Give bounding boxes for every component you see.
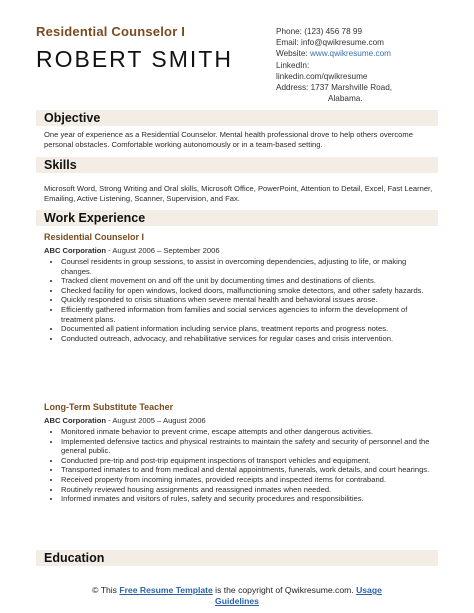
email: Email: info@qwikresume.com (276, 38, 384, 48)
footer-middle: is the copyright of Qwikresume.com. (212, 585, 357, 595)
resume-header (36, 22, 454, 102)
job-2-duties (48, 427, 434, 504)
website-line (276, 48, 426, 59)
free-resume-template-link[interactable]: Free Resume Template (119, 585, 213, 595)
list-item: • Counsel residents in group sessions, to assist in overcoming dependencies, adjusting to life, or making changes. (61, 257, 434, 276)
contact-block (276, 26, 426, 104)
job-2-company-line (44, 416, 206, 425)
website-link[interactable]: www.qwikresume.com (309, 49, 391, 59)
usage-guidelines-link-part2[interactable]: Guidelines (215, 596, 259, 606)
job-2-dates: - August 2005 – August 2006 (106, 416, 206, 425)
list-item: • Implemented defensive tactics and physical restraints to maintain the safety and security of personnel and the general public. (61, 437, 434, 456)
job-1-title: Residential Counselor I (44, 232, 145, 242)
footer (0, 585, 474, 607)
usage-guidelines-link-part1[interactable]: Usage (356, 585, 382, 595)
skills-heading: Skills (36, 157, 438, 173)
address-line-2: Alabama. (328, 94, 363, 104)
phone: Phone: (123) 456 78 99 (276, 27, 363, 36)
address-line-1: Address: 1737 Marshville Road, (276, 83, 393, 93)
job-title: Residential Counselor I (36, 24, 186, 39)
list-item: • Informed inmates and visitors of rules, safety and security procedures and responsibilities. (61, 494, 434, 504)
list-item: • Tracked client movement on and off the unit by documenting times and destinations of clients. (61, 276, 434, 286)
list-item: • Quickly responded to crisis situations when severe mental health and behavioral issues arose. (61, 295, 434, 305)
list-item: • Transported inmates to and from medical and dental appointments, funerals, work details, and court hearings. (61, 465, 434, 475)
job-1-duties (48, 257, 434, 343)
candidate-name: ROBERT SMITH (36, 46, 233, 72)
linkedin-label: LinkedIn: (276, 60, 310, 70)
list-item: • Documented all patient information including service plans, treatment reports and progress notes. (61, 324, 434, 334)
job-1-company: ABC Corporation (44, 246, 107, 255)
work-experience-heading: Work Experience (36, 210, 438, 226)
list-item: • Conducted outreach, advocacy, and rehabilitative services for regular cases and crisis intervention. (61, 334, 434, 344)
list-item: • Routinely reviewed housing assignments and reassigned inmates when needed. (61, 485, 434, 495)
objective-text: One year of experience as a Residential Counselor. Mental health professional drove to help others overcome personal obstacles. Comfortable working autonomously or in a team-based setting. (44, 130, 413, 149)
list-item: • Received property from incoming inmates, provided receipts and inspected items for contraband. (61, 475, 434, 485)
skills-text: Microsoft Word, Strong Writing and Oral skills, Microsoft Office, PowerPoint, Attention to Detail, Excel, Fast Learner, Emailing, Active Listening, Scanner, Supervision, and Fax. (44, 184, 433, 203)
list-item: • Checked facility for open windows, locked doors, malfunctioning smoke detectors, and other safety hazards. (61, 286, 434, 296)
job-1-dates: - August 2006 – September 2006 (106, 246, 220, 255)
job-2-company: ABC Corporation (44, 416, 107, 425)
objective-heading: Objective (36, 110, 438, 126)
list-item: • Efficiently gathered information from families and social services agencies to inform the development of treatment plans. (61, 305, 434, 324)
list-item: • Conducted pre-trip and post-trip equipment inspections of transport vehicles and equipment. (61, 456, 434, 466)
job-2-title: Long-Term Substitute Teacher (44, 402, 174, 412)
education-heading: Education (36, 550, 438, 566)
job-1-company-line (44, 246, 220, 255)
website-label: Website: (276, 49, 310, 59)
linkedin-link[interactable]: linkedin.com/qwikresume (276, 71, 368, 81)
footer-prefix: © This (92, 585, 120, 595)
list-item: • Monitored inmate behavior to prevent crime, escape attempts and other dangerous activities. (61, 427, 434, 437)
